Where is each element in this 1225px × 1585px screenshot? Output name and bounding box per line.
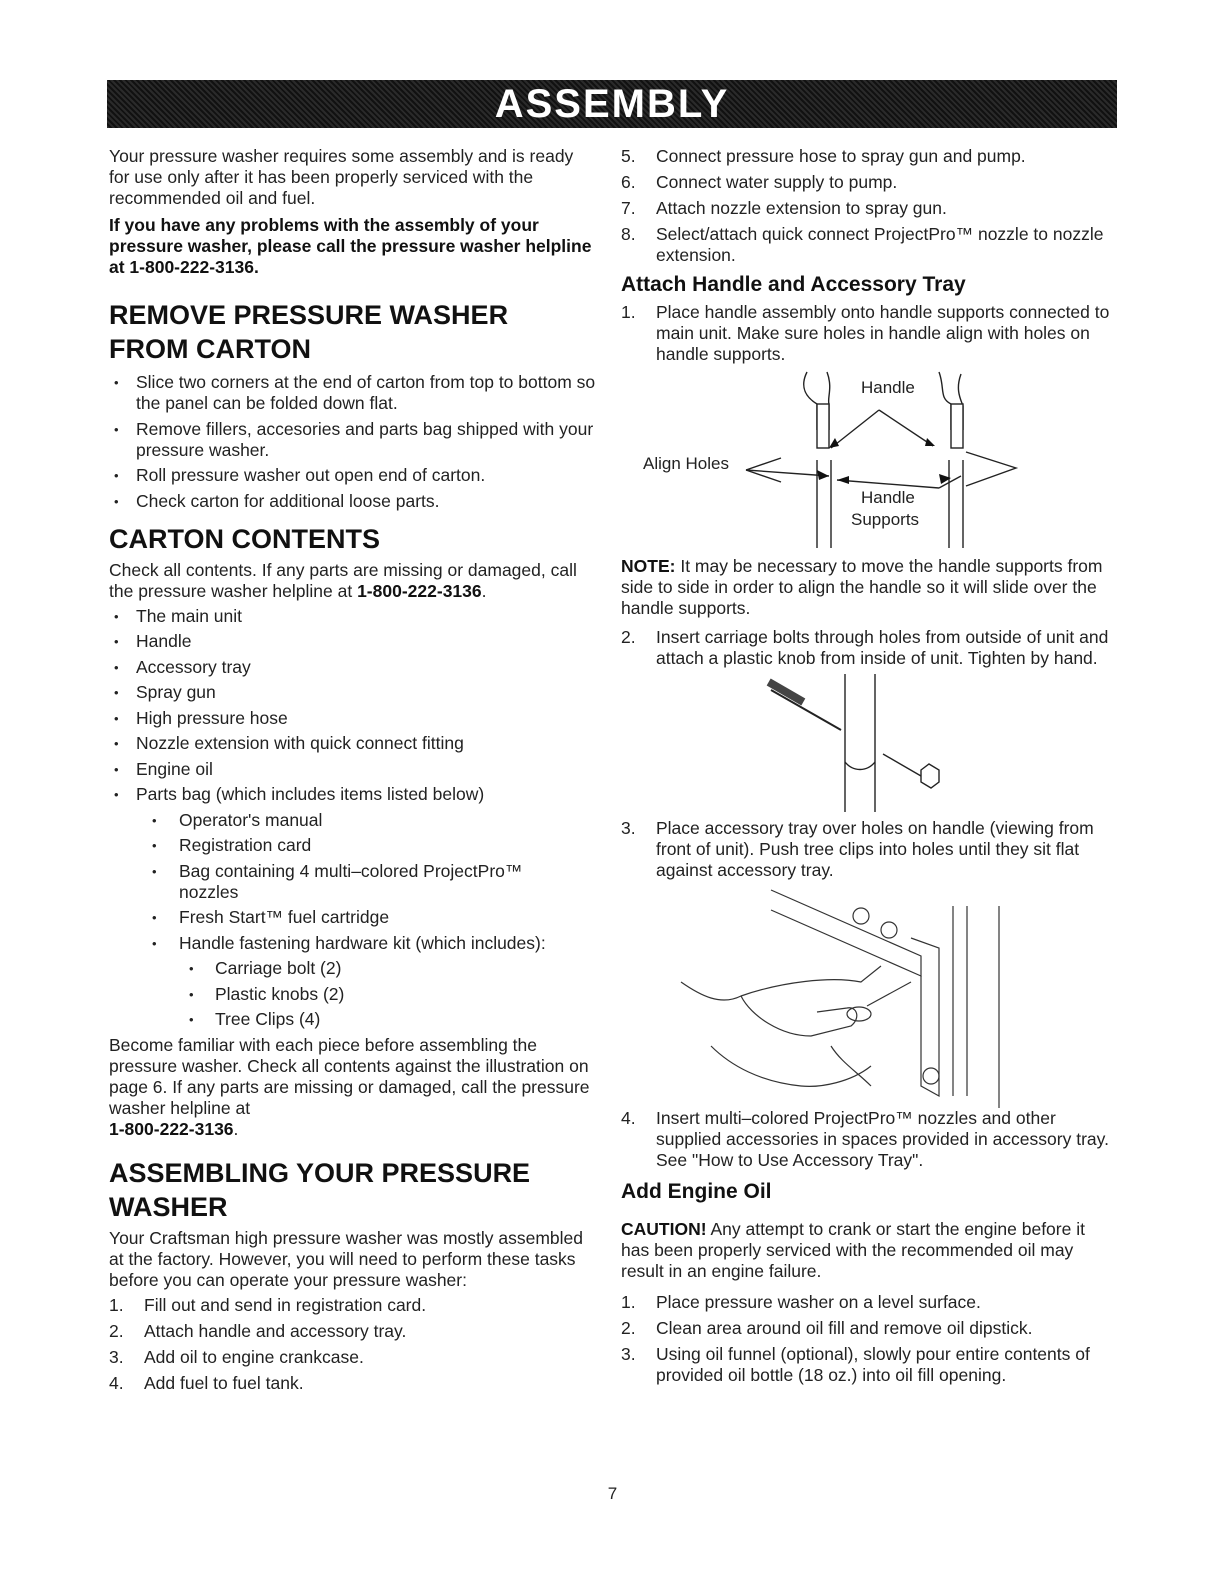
- list-item: • Slice two corners at the end of carton from top to bottom so the panel can be folded down flat.: [109, 372, 597, 414]
- remove-heading-line2: FROM CARTON: [109, 334, 311, 364]
- list-item: • Registration card: [109, 835, 597, 856]
- list-item: 6. Connect water supply to pump.: [621, 172, 898, 192]
- list-item: 2. Attach handle and accessory tray.: [109, 1320, 407, 1341]
- remove-heading-line1: REMOVE PRESSURE WASHER: [109, 300, 509, 330]
- list-item: 2. Insert carriage bolts through holes from outside of unit and attach a plastic knob from inside of unit. Tighten by hand.: [621, 627, 1109, 668]
- page-number: 7: [607, 1484, 618, 1503]
- list-item: • Handle fastening hardware kit (which includes):: [109, 933, 597, 954]
- task-list: [109, 1295, 597, 1394]
- list-item: 3. Add oil to engine crankcase.: [109, 1346, 364, 1367]
- handle-heading: Attach Handle and Accessory Tray: [621, 273, 966, 296]
- tray-clip-illustration: [621, 886, 1111, 1108]
- list-item: 1. Place pressure washer on a level surface.: [621, 1292, 981, 1312]
- helpline-number: 1-800-222-3136: [357, 580, 482, 601]
- kit-list: [109, 958, 597, 1030]
- handle-alignment-figure: [621, 370, 1111, 548]
- supports-label-line2: Supports: [851, 510, 920, 529]
- list-item: 7. Attach nozzle extension to spray gun.: [621, 198, 947, 218]
- handle-step3: [621, 818, 1111, 881]
- helpline-number: 1-800-222-3136: [109, 1118, 234, 1139]
- section-banner: [107, 80, 1117, 128]
- list-item: • The main unit: [109, 606, 597, 627]
- list-item: 8. Select/attach quick connect ProjectPro™ nozzle to nozzle extension.: [621, 224, 1104, 265]
- list-item: • Fresh Start™ fuel cartridge: [109, 907, 597, 928]
- oil-heading: Add Engine Oil: [621, 1180, 772, 1203]
- list-item: • Check carton for additional loose parts.: [109, 491, 597, 512]
- handle-step1: [621, 302, 1111, 365]
- contents-list: [109, 606, 597, 806]
- helpline-notice: If you have any problems with the assembly of your pressure washer, please call the pressure washer helpline at 1-800-222-3136.: [109, 215, 592, 277]
- list-item: 5. Connect pressure hose to spray gun and pump.: [621, 146, 1026, 166]
- tray-clip-figure: [621, 886, 1111, 1108]
- align-holes-label: Align Holes: [643, 454, 729, 473]
- supports-label-line1: Handle: [861, 488, 915, 507]
- list-item: • Plastic knobs (2): [109, 984, 597, 1005]
- list-item: • Operator's manual: [109, 810, 597, 831]
- oil-steps-list: [621, 1292, 1111, 1386]
- list-item: • Roll pressure washer out open end of carton.: [109, 465, 597, 486]
- list-item: • High pressure hose: [109, 708, 597, 729]
- bag-list: [109, 810, 597, 954]
- list-item: 4. Add fuel to fuel tank.: [109, 1372, 304, 1393]
- note-label: NOTE:: [621, 556, 676, 576]
- intro-paragraph: Your pressure washer requires some assembly and is ready for use only after it has been properly serviced with the recommended oil and fuel.: [109, 146, 574, 208]
- list-item: • Carriage bolt (2): [109, 958, 597, 979]
- list-item: • Engine oil: [109, 759, 597, 780]
- list-item: 3. Place accessory tray over holes on handle (viewing from front of unit). Push tree clips into holes until they sit flat against accessory tray.: [621, 818, 1094, 880]
- assembling-heading-line2: WASHER: [109, 1191, 228, 1222]
- list-item: • Spray gun: [109, 682, 597, 703]
- list-item: • Handle: [109, 631, 597, 652]
- list-item: • Parts bag (which includes items listed below): [109, 784, 597, 805]
- note-paragraph: NOTE: It may be necessary to move the handle supports from side to side in order to align the handle so it will slide over the handle supports.: [621, 556, 1103, 618]
- bolt-knob-figure: [621, 674, 1111, 814]
- list-item: 1. Place handle assembly onto handle supports connected to main unit. Make sure holes in handle align with holes on handle supports.: [621, 302, 1110, 364]
- assembling-intro: Your Craftsman high pressure washer was mostly assembled at the factory. However, you will need to perform these tasks before you can operate your pressure washer:: [109, 1227, 584, 1290]
- handle-step2: [621, 627, 1111, 669]
- list-item: 3. Using oil funnel (optional), slowly pour entire contents of provided oil bottle (18 oz.) into oil fill opening.: [621, 1344, 1090, 1385]
- bolt-knob-illustration: [621, 674, 1111, 814]
- caution-label: CAUTION!: [621, 1219, 707, 1239]
- contents-heading: CARTON CONTENTS: [109, 523, 381, 554]
- list-item: • Remove fillers, accesories and parts bag shipped with your pressure washer.: [109, 419, 597, 461]
- list-item: • Bag containing 4 multi–colored ProjectPro™ nozzles: [109, 861, 597, 903]
- handle-step4: [621, 1108, 1111, 1171]
- familiar-paragraph: Become familiar with each piece before assembling the pressure washer. Check all contents against the illustration on page 6. If any parts are missing or damaged, call the pressure washer helpline at 1-800-222-3136.: [109, 1034, 590, 1139]
- list-item: • Nozzle extension with quick connect fitting: [109, 733, 597, 754]
- list-item: • Tree Clips (4): [109, 1009, 597, 1030]
- banner-title: ASSEMBLY: [494, 81, 730, 126]
- steps-list: [621, 146, 1111, 266]
- assembling-heading-line1: ASSEMBLING YOUR PRESSURE: [109, 1157, 531, 1188]
- contents-intro: Check all contents. If any parts are missing or damaged, call the pressure washer helpline at 1-800-222-3136.: [109, 559, 577, 601]
- list-item: • Accessory tray: [109, 657, 597, 678]
- right-column: [621, 146, 1111, 1391]
- list-item: 2. Clean area around oil fill and remove oil dipstick.: [621, 1318, 1033, 1338]
- list-item: 4. Insert multi–colored ProjectPro™ nozzles and other supplied accessories in spaces provided in accessory tray. See "How to Use Accessory Tray".: [621, 1108, 1109, 1170]
- remove-list: [109, 372, 597, 512]
- list-item: 1. Fill out and send in registration card.: [109, 1294, 427, 1315]
- caution-paragraph: CAUTION! Any attempt to crank or start the engine before it has been properly serviced with the recommended oil may result in an engine failure.: [621, 1219, 1085, 1281]
- handle-label: Handle: [861, 378, 915, 397]
- left-column: [109, 146, 597, 1399]
